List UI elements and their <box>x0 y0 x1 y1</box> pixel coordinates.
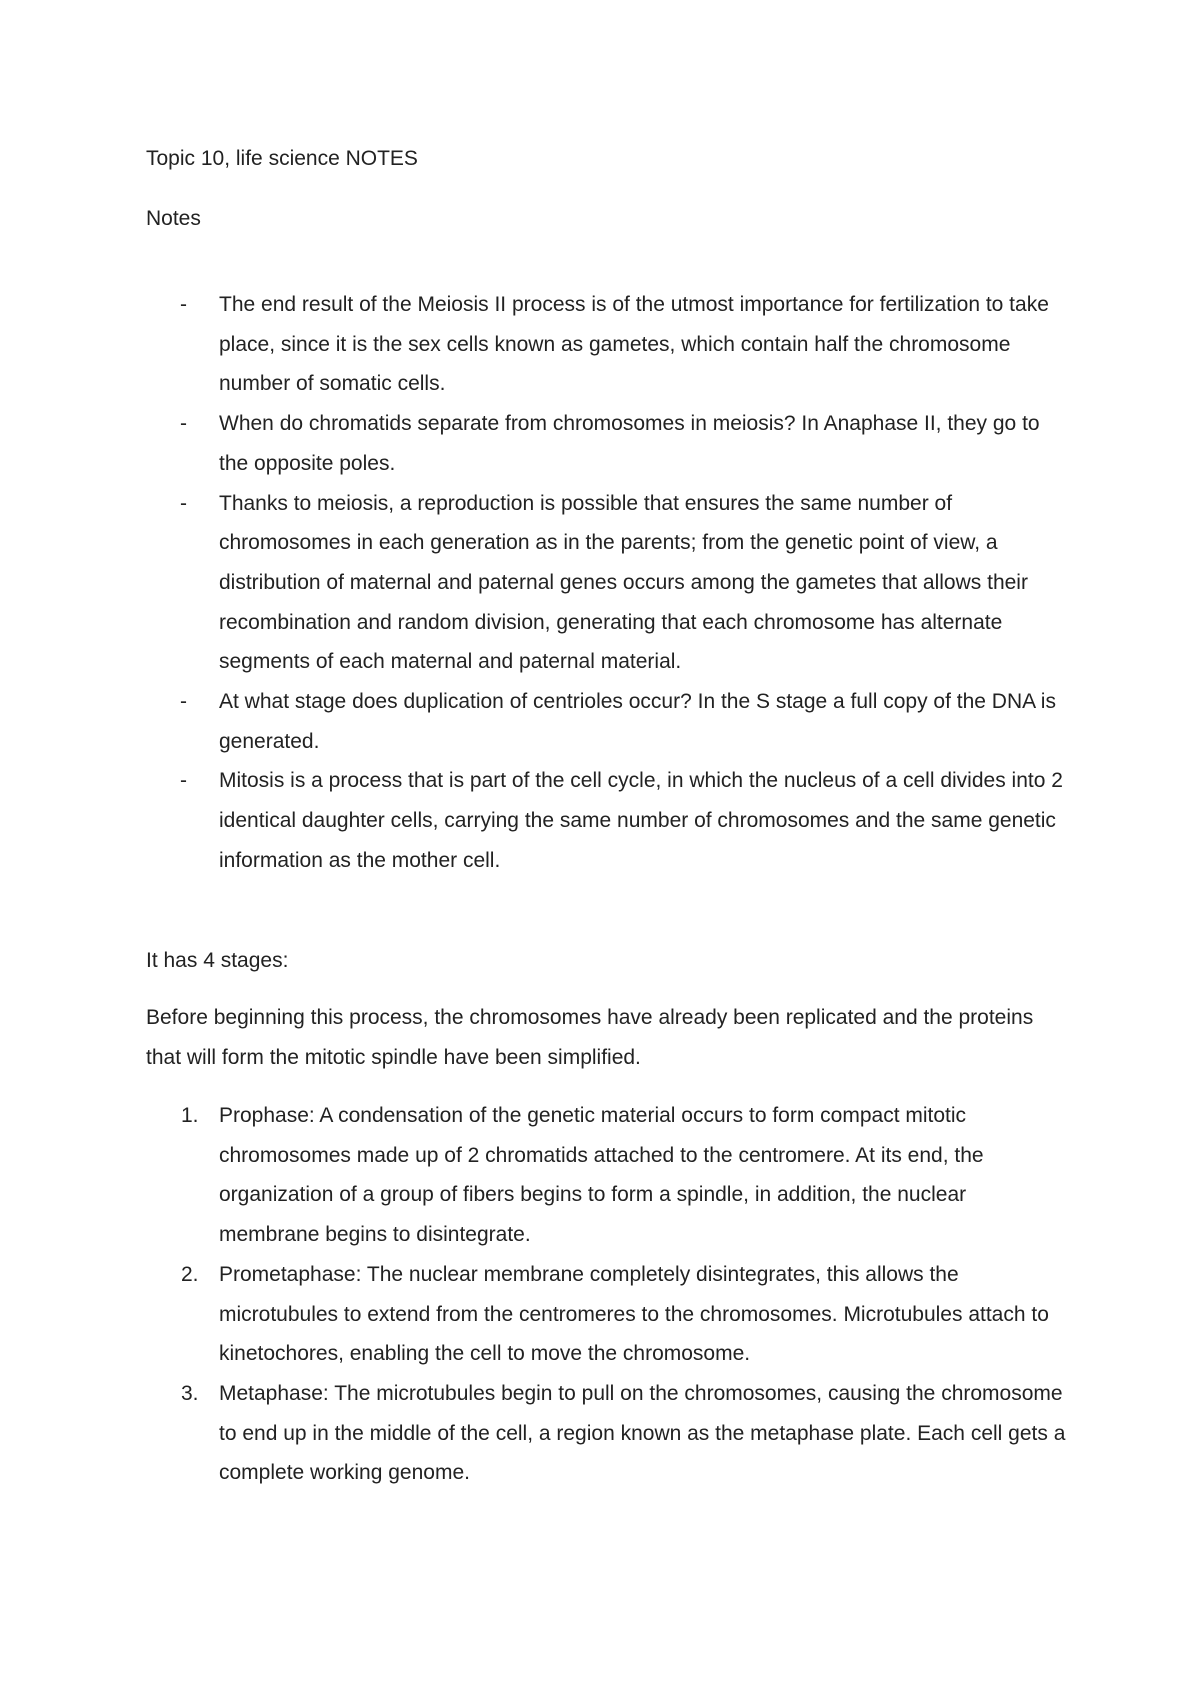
list-item <box>146 761 1066 880</box>
intro-paragraph: Before beginning this process, the chromosomes have already been replicated and the proteins that will form the mitotic spindle have been simplified. <box>146 1006 1034 1069</box>
document-title: Topic 10, life science NOTES <box>146 147 418 170</box>
bullet-marker: - <box>180 491 187 515</box>
list-item <box>146 1255 1066 1374</box>
list-item <box>146 404 1066 483</box>
list-item <box>146 682 1066 761</box>
stage-text: Prometaphase: The nuclear membrane completely disintegrates, this allows the microtubules to extend from the centromeres to the chromosomes. Microtubules attach to kinetochores, enabling the cell to move the chromosome. <box>219 1262 1049 1366</box>
stage-text: Prophase: A condensation of the genetic material occurs to form compact mitotic chromosomes made up of 2 chromatids attached to the centromere. At its end, the organization of a group of fibers begins to form a spindle, in addition, the nuclear membrane begins to disintegrate. <box>219 1104 984 1247</box>
list-item <box>146 1096 1066 1255</box>
bullet-text: When do chromatids separate from chromosomes in meiosis? In Anaphase II, they go to the opposite poles. <box>219 412 1040 475</box>
notes-heading: Notes <box>146 207 201 230</box>
list-item <box>146 1374 1066 1493</box>
bullet-text: The end result of the Meiosis II process is of the utmost importance for fertilization to take place, since it is the sex cells known as gametes, which contain half the chromosome number of somatic cells. <box>219 293 1049 396</box>
bullet-marker: - <box>180 412 187 436</box>
list-item <box>146 285 1066 404</box>
bullet-marker: - <box>180 293 187 316</box>
stages-heading: It has 4 stages: <box>146 949 289 972</box>
bullet-marker: - <box>180 690 187 714</box>
bullet-marker: - <box>180 769 187 793</box>
bullet-text: Thanks to meiosis, a reproduction is possible that ensures the same number of chromosomes in each generation as in the parents; from the genetic point of view, a distribution of maternal and paternal genes occurs among the gametes that allows their recombination and random division, generating that each chromosome has alternate segments of each maternal and paternal material. <box>219 491 1028 674</box>
bullet-text: At what stage does duplication of centrioles occur? In the S stage a full copy of the DNA is generated. <box>219 690 1056 753</box>
notes-bullet-list <box>146 285 1066 881</box>
stage-number: 2. <box>181 1262 199 1286</box>
stages-numbered-list <box>146 1096 1066 1493</box>
stage-number: 3. <box>181 1381 199 1405</box>
stage-number: 1. <box>181 1104 199 1127</box>
list-item <box>146 484 1066 683</box>
bullet-text: Mitosis is a process that is part of the cell cycle, in which the nucleus of a cell divides into 2 identical daughter cells, carrying the same number of chromosomes and the same genetic information as the mother cell. <box>219 769 1063 872</box>
stage-text: Metaphase: The microtubules begin to pull on the chromosomes, causing the chromosome to end up in the middle of the cell, a region known as the metaphase plate. Each cell gets a complete working genome. <box>219 1381 1066 1485</box>
